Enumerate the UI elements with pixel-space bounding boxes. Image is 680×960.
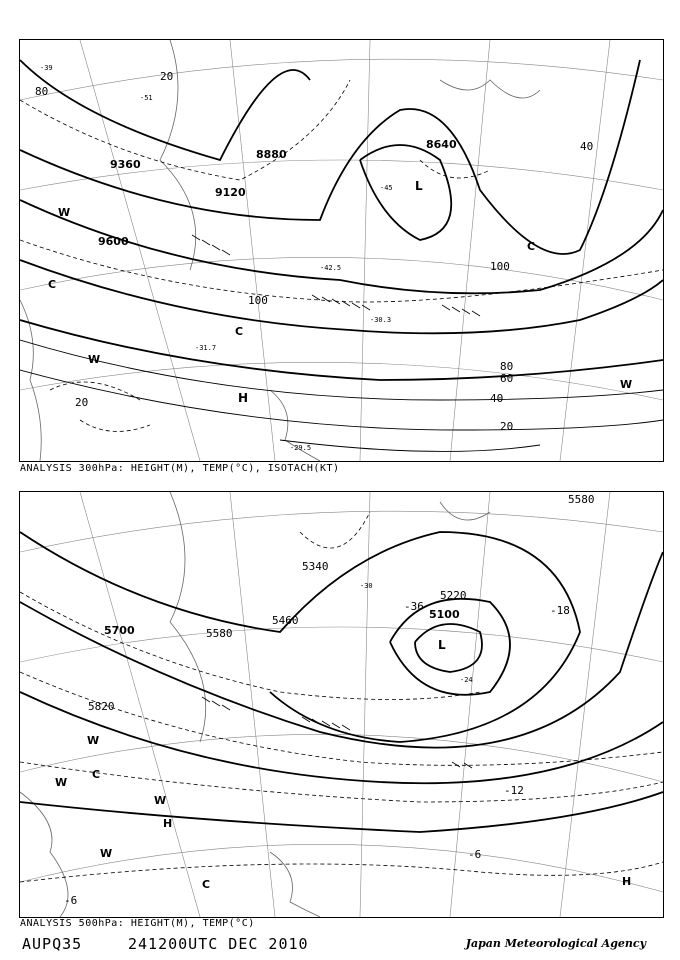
temperature-label: -42.5 bbox=[320, 264, 342, 272]
temperature-contours bbox=[20, 512, 663, 882]
isotach-label: 20 bbox=[500, 420, 514, 433]
warm-center: W bbox=[620, 378, 633, 391]
height-contours bbox=[20, 60, 663, 380]
cold-center: C bbox=[527, 240, 536, 253]
valid-time: 241200UTC DEC 2010 bbox=[128, 935, 309, 953]
isotach-label: 40 bbox=[580, 140, 594, 153]
height-label: 5580 bbox=[206, 627, 233, 640]
isotach-label: 60 bbox=[500, 372, 514, 385]
height-label: 5460 bbox=[272, 614, 299, 627]
temperature-label: -30.3 bbox=[370, 316, 392, 324]
isotach-label: 100 bbox=[490, 260, 510, 273]
agency-name: Japan Meteorological Agency bbox=[465, 937, 646, 950]
wind-barbs bbox=[192, 235, 480, 316]
height-label: 5220 bbox=[440, 589, 467, 602]
height-contours bbox=[20, 532, 663, 832]
warm-center: W bbox=[58, 206, 71, 219]
map-300hpa-svg bbox=[20, 40, 663, 461]
temperature-label: -24 bbox=[460, 676, 473, 684]
height-label: 5100 bbox=[429, 608, 460, 621]
warm-center: W bbox=[88, 353, 101, 366]
isotach-label: 40 bbox=[490, 392, 504, 405]
temperature-label: -6 bbox=[64, 894, 78, 907]
temperature-label: -18 bbox=[550, 604, 570, 617]
warm-center: W bbox=[100, 847, 113, 860]
height-label: 9120 bbox=[215, 186, 246, 199]
high-pressure-center: H bbox=[622, 875, 632, 888]
temperature-label: -29.5 bbox=[290, 444, 312, 452]
low-pressure-center: L bbox=[415, 179, 423, 193]
temperature-label: -36 bbox=[404, 600, 424, 613]
isotach-label: 100 bbox=[248, 294, 268, 307]
warm-center: W bbox=[55, 776, 68, 789]
isotach-contours bbox=[20, 340, 663, 451]
temperature-label: -6 bbox=[468, 848, 482, 861]
height-label: 5700 bbox=[104, 624, 135, 637]
height-label: 9600 bbox=[98, 235, 129, 248]
wind-barbs bbox=[202, 697, 472, 768]
cold-center: C bbox=[92, 768, 101, 781]
high-pressure-center: H bbox=[238, 391, 249, 405]
warm-center: W bbox=[87, 734, 100, 747]
low-pressure-center: L bbox=[438, 638, 446, 652]
temperature-label: -51 bbox=[140, 94, 153, 102]
analysis-500hpa-map bbox=[19, 491, 664, 918]
caption-300hpa: ANALYSIS 300hPa: HEIGHT(M), TEMP(°C), ISOTACH(KT) bbox=[20, 463, 340, 474]
height-label: 5340 bbox=[302, 560, 329, 573]
height-label: 5820 bbox=[88, 700, 115, 713]
height-label: 8640 bbox=[426, 138, 457, 151]
temperature-label: -39 bbox=[40, 64, 53, 72]
temperature-contours bbox=[20, 80, 663, 431]
height-label: 5580 bbox=[568, 493, 595, 506]
caption-500hpa: ANALYSIS 500hPa: HEIGHT(M), TEMP(°C) bbox=[20, 918, 255, 929]
temperature-label: -12 bbox=[504, 784, 524, 797]
cold-center: C bbox=[48, 278, 57, 291]
latlon-grid bbox=[20, 492, 663, 917]
map-500hpa-svg bbox=[20, 492, 663, 917]
temperature-label: -30 bbox=[360, 582, 373, 590]
height-label: 9360 bbox=[110, 158, 141, 171]
cold-center: C bbox=[235, 325, 244, 338]
isotach-label: 80 bbox=[500, 360, 514, 373]
isotach-label: 20 bbox=[160, 70, 174, 83]
height-label: 8880 bbox=[256, 148, 287, 161]
isotach-label: 20 bbox=[75, 396, 89, 409]
temperature-label: -31.7 bbox=[195, 344, 217, 352]
high-pressure-center: H bbox=[163, 817, 173, 830]
warm-center: W bbox=[154, 794, 167, 807]
chart-code: AUPQ35 bbox=[22, 935, 83, 953]
temperature-label: -45 bbox=[380, 184, 393, 192]
cold-center: C bbox=[202, 878, 211, 891]
isotach-label: 80 bbox=[35, 85, 49, 98]
analysis-300hpa-map bbox=[19, 39, 664, 462]
